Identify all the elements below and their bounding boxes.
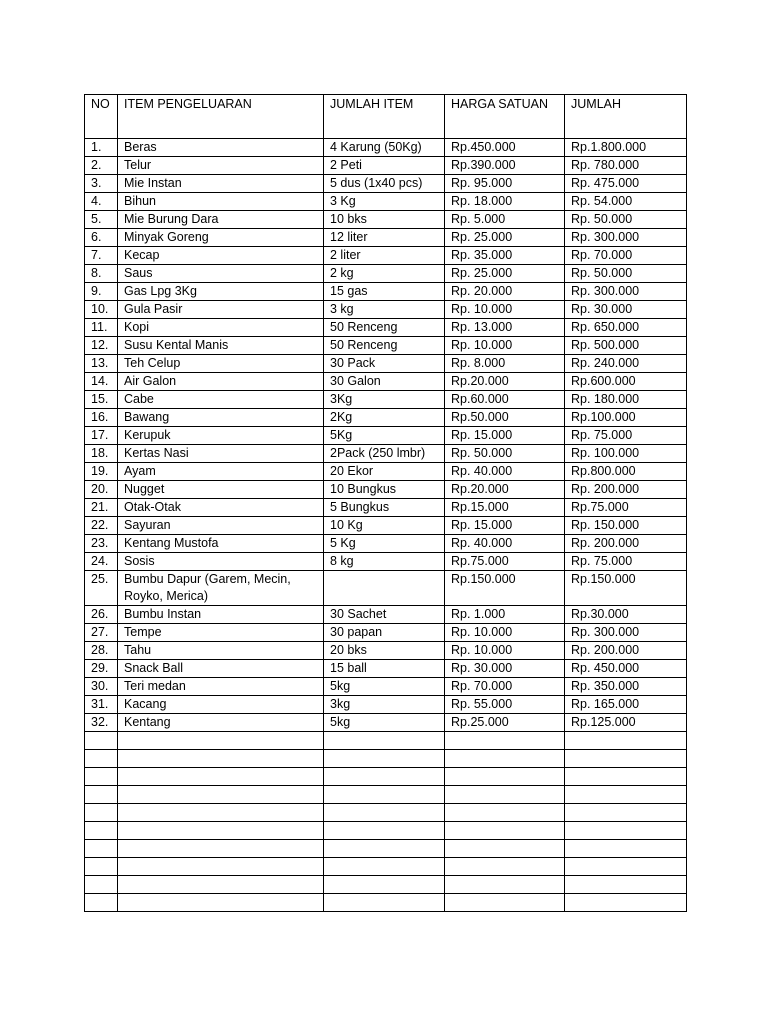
cell-item: Kopi [118,319,324,337]
cell-total: Rp. 50.000 [565,265,687,283]
cell-item: Sosis [118,553,324,571]
cell-no: 21. [85,499,118,517]
blank-cell [324,804,445,822]
cell-quantity: 3 Kg [324,193,445,211]
cell-item: Kentang [118,714,324,732]
cell-no: 27. [85,624,118,642]
cell-no: 9. [85,283,118,301]
blank-cell [445,894,565,912]
header-total: JUMLAH [565,95,687,139]
blank-row [85,750,687,768]
cell-quantity [324,571,445,606]
cell-total: Rp.150.000 [565,571,687,606]
blank-cell [445,750,565,768]
table-row [85,660,687,678]
cell-item: Gas Lpg 3Kg [118,283,324,301]
blank-cell [85,858,118,876]
cell-quantity: 2 kg [324,265,445,283]
cell-total: Rp.800.000 [565,463,687,481]
header-item: ITEM PENGELUARAN [118,95,324,139]
cell-item: Nugget [118,481,324,499]
blank-cell [118,804,324,822]
cell-unit-price: Rp.20.000 [445,373,565,391]
cell-quantity: 12 liter [324,229,445,247]
table-row [85,427,687,445]
table-row [85,175,687,193]
cell-item: Bawang [118,409,324,427]
blank-cell [565,858,687,876]
cell-quantity: 2Pack (250 lmbr) [324,445,445,463]
cell-total: Rp. 70.000 [565,247,687,265]
header-unit-price: HARGA SATUAN [445,95,565,139]
cell-item: Otak-Otak [118,499,324,517]
cell-no: 5. [85,211,118,229]
blank-cell [118,768,324,786]
cell-quantity: 8 kg [324,553,445,571]
cell-no: 31. [85,696,118,714]
cell-item: Gula Pasir [118,301,324,319]
cell-quantity: 15 ball [324,660,445,678]
cell-unit-price: Rp. 10.000 [445,301,565,319]
cell-unit-price: Rp. 25.000 [445,265,565,283]
blank-cell [324,894,445,912]
cell-total: Rp.75.000 [565,499,687,517]
cell-total: Rp. 350.000 [565,678,687,696]
cell-item: Tahu [118,642,324,660]
cell-unit-price: Rp. 15.000 [445,427,565,445]
blank-cell [85,750,118,768]
table-row [85,283,687,301]
cell-no: 14. [85,373,118,391]
cell-quantity: 10 Bungkus [324,481,445,499]
table-row [85,499,687,517]
header-quantity: JUMLAH ITEM [324,95,445,139]
table-row [85,642,687,660]
cell-unit-price: Rp. 8.000 [445,355,565,373]
cell-total: Rp. 240.000 [565,355,687,373]
cell-unit-price: Rp.20.000 [445,481,565,499]
cell-total: Rp. 54.000 [565,193,687,211]
blank-row [85,732,687,750]
cell-unit-price: Rp. 40.000 [445,463,565,481]
cell-total: Rp. 150.000 [565,517,687,535]
cell-unit-price: Rp.50.000 [445,409,565,427]
table-row [85,517,687,535]
table-row [85,337,687,355]
cell-item: Kentang Mustofa [118,535,324,553]
table-row [85,229,687,247]
blank-cell [445,876,565,894]
blank-cell [118,840,324,858]
cell-quantity: 10 Kg [324,517,445,535]
cell-total: Rp. 200.000 [565,535,687,553]
cell-total: Rp. 500.000 [565,337,687,355]
cell-item: Kertas Nasi [118,445,324,463]
cell-no: 25. [85,571,118,606]
cell-no: 11. [85,319,118,337]
blank-cell [445,840,565,858]
table-row [85,265,687,283]
blank-cell [85,840,118,858]
cell-item: Kecap [118,247,324,265]
cell-item: Kerupuk [118,427,324,445]
table-row [85,445,687,463]
cell-item: Cabe [118,391,324,409]
cell-total: Rp. 100.000 [565,445,687,463]
cell-total: Rp. 650.000 [565,319,687,337]
blank-cell [324,858,445,876]
header-no: NO [85,95,118,139]
cell-no: 17. [85,427,118,445]
blank-cell [445,786,565,804]
cell-unit-price: Rp. 35.000 [445,247,565,265]
cell-unit-price: Rp. 70.000 [445,678,565,696]
table-row [85,247,687,265]
cell-item: Air Galon [118,373,324,391]
cell-quantity: 5 dus (1x40 pcs) [324,175,445,193]
cell-item: Saus [118,265,324,283]
cell-total: Rp. 180.000 [565,391,687,409]
blank-cell [118,858,324,876]
cell-item: Ayam [118,463,324,481]
table-row [85,157,687,175]
table-row [85,319,687,337]
cell-quantity: 5Kg [324,427,445,445]
table-row [85,211,687,229]
blank-cell [324,750,445,768]
header-row [85,95,687,139]
cell-total: Rp. 200.000 [565,481,687,499]
cell-quantity: 2 Peti [324,157,445,175]
cell-total: Rp.100.000 [565,409,687,427]
table-row [85,678,687,696]
cell-no: 6. [85,229,118,247]
blank-cell [565,732,687,750]
cell-unit-price: Rp.150.000 [445,571,565,606]
blank-cell [445,804,565,822]
cell-quantity: 5 Kg [324,535,445,553]
cell-total: Rp. 75.000 [565,553,687,571]
table-row [85,714,687,732]
cell-total: Rp. 300.000 [565,624,687,642]
table-row [85,373,687,391]
cell-unit-price: Rp. 15.000 [445,517,565,535]
blank-cell [118,786,324,804]
cell-unit-price: Rp.450.000 [445,139,565,157]
blank-cell [445,732,565,750]
blank-cell [565,786,687,804]
blank-cell [85,732,118,750]
cell-quantity: 20 Ekor [324,463,445,481]
cell-item: Beras [118,139,324,157]
cell-no: 8. [85,265,118,283]
blank-row [85,894,687,912]
table-row [85,409,687,427]
cell-quantity: 2Kg [324,409,445,427]
cell-no: 24. [85,553,118,571]
blank-row [85,804,687,822]
cell-quantity: 3Kg [324,391,445,409]
cell-no: 19. [85,463,118,481]
blank-cell [85,786,118,804]
blank-cell [445,768,565,786]
blank-cell [85,876,118,894]
blank-cell [565,876,687,894]
cell-no: 7. [85,247,118,265]
cell-unit-price: Rp. 10.000 [445,624,565,642]
cell-no: 32. [85,714,118,732]
cell-unit-price: Rp. 10.000 [445,642,565,660]
blank-cell [565,822,687,840]
cell-quantity: 5kg [324,678,445,696]
cell-no: 1. [85,139,118,157]
table-row [85,696,687,714]
cell-unit-price: Rp. 18.000 [445,193,565,211]
cell-no: 26. [85,606,118,624]
cell-unit-price: Rp.25.000 [445,714,565,732]
cell-quantity: 5 Bungkus [324,499,445,517]
cell-no: 30. [85,678,118,696]
blank-cell [324,768,445,786]
blank-cell [565,894,687,912]
cell-no: 22. [85,517,118,535]
blank-cell [85,804,118,822]
table-row [85,571,687,606]
cell-item: Telur [118,157,324,175]
table-row [85,355,687,373]
cell-item: Tempe [118,624,324,642]
table-row [85,624,687,642]
cell-unit-price: Rp. 1.000 [445,606,565,624]
table-row [85,535,687,553]
cell-unit-price: Rp.15.000 [445,499,565,517]
cell-total: Rp.125.000 [565,714,687,732]
cell-item: Sayuran [118,517,324,535]
cell-item: Teh Celup [118,355,324,373]
blank-row [85,876,687,894]
cell-no: 12. [85,337,118,355]
cell-unit-price: Rp. 50.000 [445,445,565,463]
blank-cell [118,822,324,840]
cell-quantity: 4 Karung (50Kg) [324,139,445,157]
cell-item: Bumbu Dapur (Garem, Mecin, Royko, Merica) [118,571,324,606]
cell-no: 4. [85,193,118,211]
cell-total: Rp. 450.000 [565,660,687,678]
cell-quantity: 5kg [324,714,445,732]
cell-total: Rp. 30.000 [565,301,687,319]
cell-unit-price: Rp. 55.000 [445,696,565,714]
table-row [85,463,687,481]
cell-quantity: 3kg [324,696,445,714]
cell-unit-price: Rp. 40.000 [445,535,565,553]
cell-item: Mie Instan [118,175,324,193]
cell-no: 18. [85,445,118,463]
blank-cell [324,840,445,858]
cell-quantity: 30 Galon [324,373,445,391]
cell-quantity: 2 liter [324,247,445,265]
cell-unit-price: Rp. 13.000 [445,319,565,337]
blank-cell [85,822,118,840]
blank-row [85,822,687,840]
blank-cell [565,840,687,858]
blank-cell [118,750,324,768]
table-row [85,193,687,211]
table-header [85,95,687,139]
cell-unit-price: Rp. 25.000 [445,229,565,247]
cell-no: 16. [85,409,118,427]
table-row [85,606,687,624]
blank-cell [85,894,118,912]
cell-unit-price: Rp. 30.000 [445,660,565,678]
cell-unit-price: Rp.390.000 [445,157,565,175]
cell-quantity: 30 Sachet [324,606,445,624]
cell-no: 3. [85,175,118,193]
cell-quantity: 10 bks [324,211,445,229]
table-row [85,139,687,157]
blank-cell [118,732,324,750]
cell-quantity: 30 papan [324,624,445,642]
cell-total: Rp. 475.000 [565,175,687,193]
cell-total: Rp. 165.000 [565,696,687,714]
blank-cell [85,768,118,786]
table-row [85,301,687,319]
cell-no: 20. [85,481,118,499]
cell-item: Teri medan [118,678,324,696]
blank-row [85,840,687,858]
cell-quantity: 30 Pack [324,355,445,373]
cell-unit-price: Rp. 5.000 [445,211,565,229]
cell-item: Mie Burung Dara [118,211,324,229]
cell-quantity: 15 gas [324,283,445,301]
cell-quantity: 3 kg [324,301,445,319]
blank-cell [565,750,687,768]
blank-cell [324,876,445,894]
table-body [85,139,687,912]
table-row [85,553,687,571]
cell-total: Rp. 300.000 [565,229,687,247]
cell-no: 23. [85,535,118,553]
expense-table [84,94,687,912]
cell-unit-price: Rp.75.000 [445,553,565,571]
cell-item: Susu Kental Manis [118,337,324,355]
blank-cell [324,786,445,804]
blank-cell [118,876,324,894]
cell-unit-price: Rp. 10.000 [445,337,565,355]
cell-no: 29. [85,660,118,678]
blank-cell [565,768,687,786]
cell-unit-price: Rp. 20.000 [445,283,565,301]
cell-item: Bihun [118,193,324,211]
cell-no: 10. [85,301,118,319]
blank-cell [445,858,565,876]
cell-unit-price: Rp. 95.000 [445,175,565,193]
cell-no: 2. [85,157,118,175]
blank-cell [565,804,687,822]
cell-quantity: 20 bks [324,642,445,660]
cell-total: Rp. 200.000 [565,642,687,660]
cell-item: Snack Ball [118,660,324,678]
blank-cell [324,732,445,750]
cell-item: Minyak Goreng [118,229,324,247]
cell-total: Rp. 300.000 [565,283,687,301]
cell-item: Bumbu Instan [118,606,324,624]
blank-row [85,786,687,804]
blank-cell [324,822,445,840]
table-row [85,481,687,499]
blank-row [85,858,687,876]
cell-total: Rp. 780.000 [565,157,687,175]
cell-no: 15. [85,391,118,409]
cell-item: Kacang [118,696,324,714]
table-row [85,391,687,409]
cell-total: Rp.30.000 [565,606,687,624]
cell-total: Rp. 75.000 [565,427,687,445]
blank-row [85,768,687,786]
cell-total: Rp.1.800.000 [565,139,687,157]
cell-total: Rp.600.000 [565,373,687,391]
cell-unit-price: Rp.60.000 [445,391,565,409]
cell-no: 28. [85,642,118,660]
cell-no: 13. [85,355,118,373]
cell-quantity: 50 Renceng [324,319,445,337]
blank-cell [118,894,324,912]
cell-total: Rp. 50.000 [565,211,687,229]
cell-quantity: 50 Renceng [324,337,445,355]
blank-cell [445,822,565,840]
